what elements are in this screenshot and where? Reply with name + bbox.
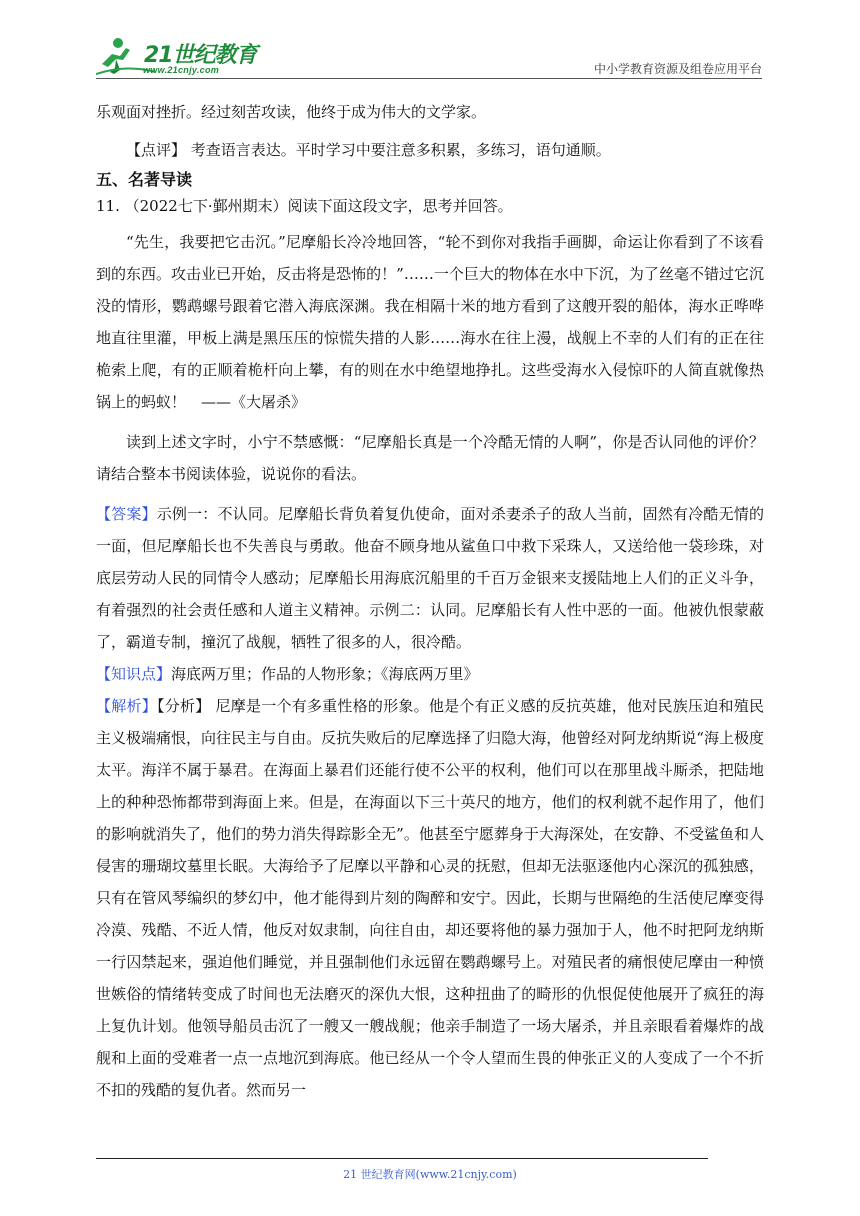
question-text: 读到上述文字时，小宁不禁感慨：“尼摩船长真是一个冷酷无情的人啊”，你是否认同他的评价？请结合整本书阅读体验，说说你的看法。 bbox=[96, 433, 764, 483]
question-source: （2022七下·鄞州期末） bbox=[124, 197, 288, 215]
previous-paragraph-tail: 乐观面对挫折。经过刻苦攻读，他终于成为伟大的文学家。 bbox=[96, 103, 487, 121]
document-body bbox=[96, 96, 764, 1106]
comment-paragraph bbox=[96, 134, 764, 166]
knowledge-tag: 【知识点】 bbox=[96, 665, 172, 683]
comment-text: 考查语言表达。平时学习中要注意多积累，多练习，语句通顺。 bbox=[186, 141, 611, 159]
logo-url: www.21cnjy.com bbox=[143, 65, 220, 75]
section-title: 五、名著导读 bbox=[96, 170, 193, 189]
reading-passage: “先生，我要把它击沉。”尼摩船长冷冷地回答，“轮不到你对我指手画脚，命运让你看到了不该看到的东西。攻击业已开始，反击将是恐怖的！”……一个巨大的物体在水中下沉，为了丝毫不错过它沉没的情形，鹦鹉螺号跟着它潜入海底深渊。我在相隔十米的地方看到了这艘开裂的船体，海水正哗哗地直往里灌，甲板上满是黑压压的惊慌失措的人影……海水在往上漫，战舰上不幸的人们有的正在往桅索上爬，有的正顺着桅杆向上攀，有的则在水中绝望地挣扎。这些受海水入侵惊吓的人简直就像热锅上的蚂蚁！ ——《大屠杀》 bbox=[96, 233, 764, 411]
logo-text: 21世纪教育 bbox=[144, 43, 257, 68]
answer-text: 示例一：不认同。尼摩船长背负着复仇使命，面对杀妻杀子的敌人当前，固然有冷酷无情的一面，但尼摩船长也不失善良与勇敢。他奋不顾身地从鲨鱼口中救下采珠人，又送给他一袋珍珠，对底层劳动人民的同情令人感动；尼摩船长用海底沉船里的千百万金银来支援陆地上人们的正义斗争，有着强烈的社会责任感和人道主义精神。示例二：认同。尼摩船长有人性中恶的一面。他被仇恨蒙蔽了，霸道专制，撞沉了战舰，牺牲了很多的人，很冷酷。 bbox=[96, 505, 764, 651]
answer-tag: 【答案】 bbox=[96, 505, 157, 523]
question-header bbox=[96, 192, 764, 220]
footer-link[interactable]: 21 世纪教育网(www.21cnjy.com) bbox=[343, 1168, 517, 1181]
comment-tag: 【点评】 bbox=[126, 141, 187, 159]
knowledge-paragraph bbox=[96, 658, 764, 690]
analysis-tag: 【解析】 bbox=[96, 697, 157, 715]
footer-divider bbox=[96, 1158, 708, 1159]
question-prompt: 阅读下面这段文字，思考并回答。 bbox=[287, 197, 513, 215]
site-logo[interactable] bbox=[96, 34, 266, 80]
analysis-subtag: 【分析】 bbox=[156, 697, 211, 715]
analysis-paragraph bbox=[96, 690, 764, 1106]
question-number: 11. bbox=[96, 197, 120, 215]
knowledge-text: 海底两万里；作品的人物形象；《海底两万里》 bbox=[171, 665, 479, 683]
answer-paragraph bbox=[96, 498, 764, 658]
analysis-text: 尼摩是一个有多重性格的形象。他是个有正义感的反抗英雄，他对民族压迫和殖民主义极端痛恨，向往民主与自由。反抗失败后的尼摩选择了归隐大海，他曾经对阿龙纳斯说“海上极度太平。海洋不属于暴君。在海面上暴君们还能行使不公平的权利，他们可以在那里战斗厮杀，把陆地上的种种恐怖都带到海面上来。但是，在海面以下三十英尺的地方，他们的权利就不起作用了，他们的影响就消失了，他们的势力消失得踪影全无”。他甚至宁愿葬身于大海深处，在安静、不受鲨鱼和人侵害的珊瑚坟墓里长眠。大海给予了尼摩以平静和心灵的抚慰，但却无法驱逐他内心深沉的孤独感，只有在管风琴编织的梦幻中，他才能得到片刻的陶醉和安宁。因此，长期与世隔绝的生活使尼摩变得冷漠、残酷、不近人情，他反对奴隶制，向往自由，却还要将他的暴力强加于人，他不时把阿龙纳斯一行囚禁起来，强迫他们睡觉，并且强制他们永远留在鹦鹉螺号上。对殖民者的痛恨使尼摩由一种愤世嫉俗的情绪转变成了时间也无法磨灭的深仇大恨，这种扭曲了的畸形的仇恨促使他展开了疯狂的海上复仇计划。他领导船员击沉了一艘又一艘战舰；他亲手制造了一场大屠杀，并且亲眼看着爆炸的战舰和上面的受难者一点一点地沉到海底。他已经从一个令人望而生畏的伸张正义的人变成了一个不折不扣的残酷的复仇者。然而另一 bbox=[96, 697, 764, 1099]
header-divider bbox=[96, 78, 762, 79]
platform-name: 中小学教育资源及组卷应用平台 bbox=[593, 62, 762, 76]
